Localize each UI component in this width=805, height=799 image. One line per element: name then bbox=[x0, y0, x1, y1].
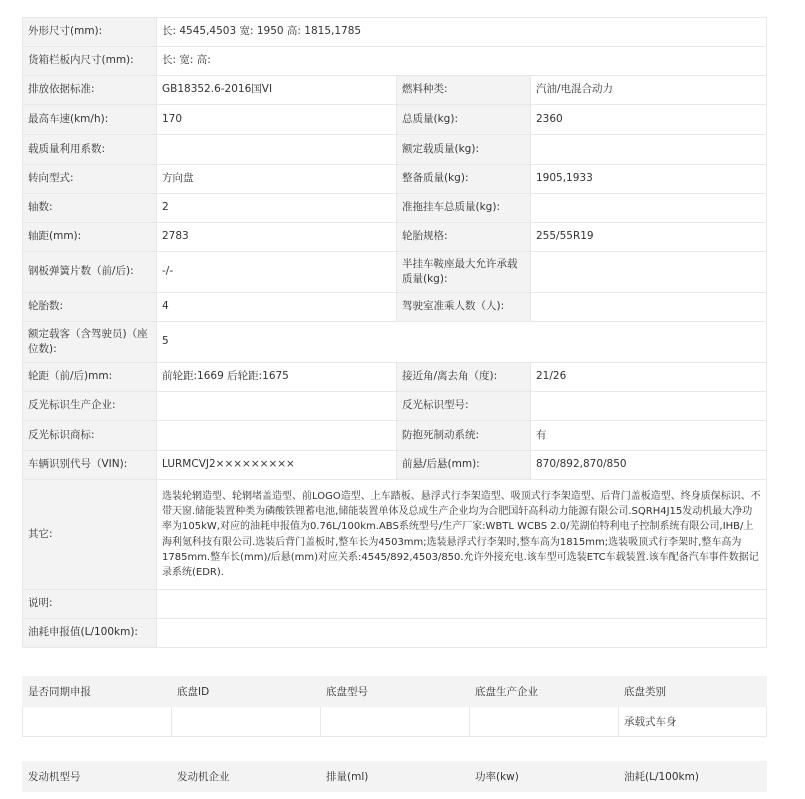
engine-header-power: 功率(kw) bbox=[470, 762, 619, 792]
cab-seats-label: 驾驶室准乘人数（人): bbox=[397, 293, 531, 322]
trailer-mass-value bbox=[531, 194, 767, 223]
chassis-header-row bbox=[23, 677, 767, 707]
abs-label: 防抱死制动系统: bbox=[397, 421, 531, 451]
total-mass-label: 总质量(kg): bbox=[397, 105, 531, 135]
reflect-model-value bbox=[531, 392, 767, 421]
reflect-maker-value bbox=[157, 392, 397, 421]
spec-row-axles bbox=[23, 194, 767, 223]
other-label: 其它: bbox=[23, 480, 157, 590]
tire-label: 轮胎规格: bbox=[397, 223, 531, 252]
outer-dim-value: 长: 4545,4503 宽: 1950 高: 1815,1785 bbox=[157, 18, 767, 47]
rated-load-label: 额定载质量(kg): bbox=[397, 135, 531, 165]
max-speed-value: 170 bbox=[157, 105, 397, 135]
reflect-model-label: 反光标识型号: bbox=[397, 392, 531, 421]
spec-row-cargo-dim bbox=[23, 47, 767, 76]
fuel-decl-value bbox=[157, 619, 767, 648]
spec-row-spring bbox=[23, 252, 767, 293]
angle-label: 接近角/离去角（度): bbox=[397, 363, 531, 392]
track-label: 轮距（前/后)mm: bbox=[23, 363, 157, 392]
leaf-spring-label: 钢板弹簧片数（前/后): bbox=[23, 252, 157, 293]
chassis-header-maker: 底盘生产企业 bbox=[470, 677, 619, 707]
chassis-row bbox=[23, 707, 767, 737]
saddle-label: 半挂车鞍座最大允许承载质量(kg): bbox=[397, 252, 531, 293]
vin-value: LURMCVJ2××××××××× bbox=[157, 451, 397, 480]
passengers-value: 5 bbox=[157, 322, 767, 363]
curb-mass-value: 1905,1933 bbox=[531, 165, 767, 194]
vin-label: 车辆识别代号（VIN): bbox=[23, 451, 157, 480]
load-util-label: 载质量利用系数: bbox=[23, 135, 157, 165]
spec-row-passengers bbox=[23, 322, 767, 363]
angle-value: 21/26 bbox=[531, 363, 767, 392]
chassis-cell-category: 承载式车身 bbox=[619, 707, 767, 737]
chassis-table bbox=[22, 676, 767, 737]
chassis-cell-model bbox=[321, 707, 470, 737]
leaf-spring-value: -/- bbox=[157, 252, 397, 293]
chassis-header-same-period: 是否同期申报 bbox=[23, 677, 172, 707]
cargo-dim-label: 货箱栏板内尺寸(mm): bbox=[23, 47, 157, 76]
axles-value: 2 bbox=[157, 194, 397, 223]
note-value bbox=[157, 590, 767, 619]
tire-value: 255/55R19 bbox=[531, 223, 767, 252]
steering-value: 方向盘 bbox=[157, 165, 397, 194]
spec-row-fuel-decl bbox=[23, 619, 767, 648]
abs-value: 有 bbox=[531, 421, 767, 451]
spec-row-tire-count bbox=[23, 293, 767, 322]
fuel-decl-label: 油耗申报值(L/100km): bbox=[23, 619, 157, 648]
spec-row-track bbox=[23, 363, 767, 392]
max-speed-label: 最高车速(km/h): bbox=[23, 105, 157, 135]
chassis-header-id: 底盘ID bbox=[172, 677, 321, 707]
spec-row-wheelbase bbox=[23, 223, 767, 252]
engine-header-row bbox=[23, 762, 767, 792]
fuel-label: 燃料种类: bbox=[397, 76, 531, 105]
chassis-cell-same-period bbox=[23, 707, 172, 737]
engine-header-maker: 发动机企业 bbox=[172, 762, 321, 792]
fuel-value: 汽油/电混合动力 bbox=[531, 76, 767, 105]
outer-dim-label: 外形尺寸(mm): bbox=[23, 18, 157, 47]
chassis-header-model: 底盘型号 bbox=[321, 677, 470, 707]
trailer-mass-label: 准拖挂车总质量(kg): bbox=[397, 194, 531, 223]
reflect-brand-label: 反光标识商标: bbox=[23, 421, 157, 451]
saddle-value bbox=[531, 252, 767, 293]
spec-row-vin bbox=[23, 451, 767, 480]
spec-row-emission bbox=[23, 76, 767, 105]
reflect-maker-label: 反光标识生产企业: bbox=[23, 392, 157, 421]
total-mass-value: 2360 bbox=[531, 105, 767, 135]
wheelbase-label: 轴距(mm): bbox=[23, 223, 157, 252]
spec-row-speed bbox=[23, 105, 767, 135]
wheelbase-value: 2783 bbox=[157, 223, 397, 252]
engine-table bbox=[22, 761, 767, 792]
passengers-label: 额定载客（含驾驶员)（座位数): bbox=[23, 322, 157, 363]
chassis-cell-maker bbox=[470, 707, 619, 737]
vehicle-spec-table bbox=[22, 17, 767, 648]
overhang-label: 前悬/后悬(mm): bbox=[397, 451, 531, 480]
emission-label: 排放依据标准: bbox=[23, 76, 157, 105]
tire-count-label: 轮胎数: bbox=[23, 293, 157, 322]
engine-header-fuel-consumption: 油耗(L/100km) bbox=[619, 762, 767, 792]
steering-label: 转向型式: bbox=[23, 165, 157, 194]
spec-row-reflect-maker bbox=[23, 392, 767, 421]
chassis-header-category: 底盘类别 bbox=[619, 677, 767, 707]
spec-row-load bbox=[23, 135, 767, 165]
overhang-value: 870/892,870/850 bbox=[531, 451, 767, 480]
reflect-brand-value bbox=[157, 421, 397, 451]
engine-header-model: 发动机型号 bbox=[23, 762, 172, 792]
tire-count-value: 4 bbox=[157, 293, 397, 322]
emission-value: GB18352.6-2016国VI bbox=[157, 76, 397, 105]
rated-load-value bbox=[531, 135, 767, 165]
axles-label: 轴数: bbox=[23, 194, 157, 223]
spec-row-steering bbox=[23, 165, 767, 194]
cab-seats-value bbox=[531, 293, 767, 322]
curb-mass-label: 整备质量(kg): bbox=[397, 165, 531, 194]
spec-row-note bbox=[23, 590, 767, 619]
chassis-cell-id bbox=[172, 707, 321, 737]
spec-row-other bbox=[23, 480, 767, 590]
engine-header-displacement: 排量(ml) bbox=[321, 762, 470, 792]
spec-row-reflect-brand bbox=[23, 421, 767, 451]
other-value: 选装轮辋造型、轮辋堵盖造型、前LOGO造型、上车踏板、悬浮式行李架造型、吸顶式行李架造型、后背门盖板造型、终身质保标识、不带天窗.储能装置种类为磷酸铁锂蓄电池,储能装置单体及总成生产企业均为合肥国轩高科动力能源有限公司.SQRH4J15发动机最大净功率为105kW,对应的油耗申报值为0.76L/100km.ABS系统型号/生产厂家:WBTL WCBS 2.0/芜湖伯特利电子控制系统有限公司,IHB/上海利氪科技有限公司.选装后背门盖板时,整车长为4503mm;选装悬浮式行李架时,整车高为1815mm;选装吸顶式行李架时,整车高为1785mm.整车长(mm)/后悬(mm)对应关系:4545/892,4503/850.允许外接充电.该车型可选装ETC车载装置.该车配备汽车事件数据记录系统(EDR). bbox=[157, 480, 767, 590]
load-util-value bbox=[157, 135, 397, 165]
track-value: 前轮距:1669 后轮距:1675 bbox=[157, 363, 397, 392]
note-label: 说明: bbox=[23, 590, 157, 619]
cargo-dim-value: 长: 宽: 高: bbox=[157, 47, 767, 76]
spec-row-outer-dim bbox=[23, 18, 767, 47]
